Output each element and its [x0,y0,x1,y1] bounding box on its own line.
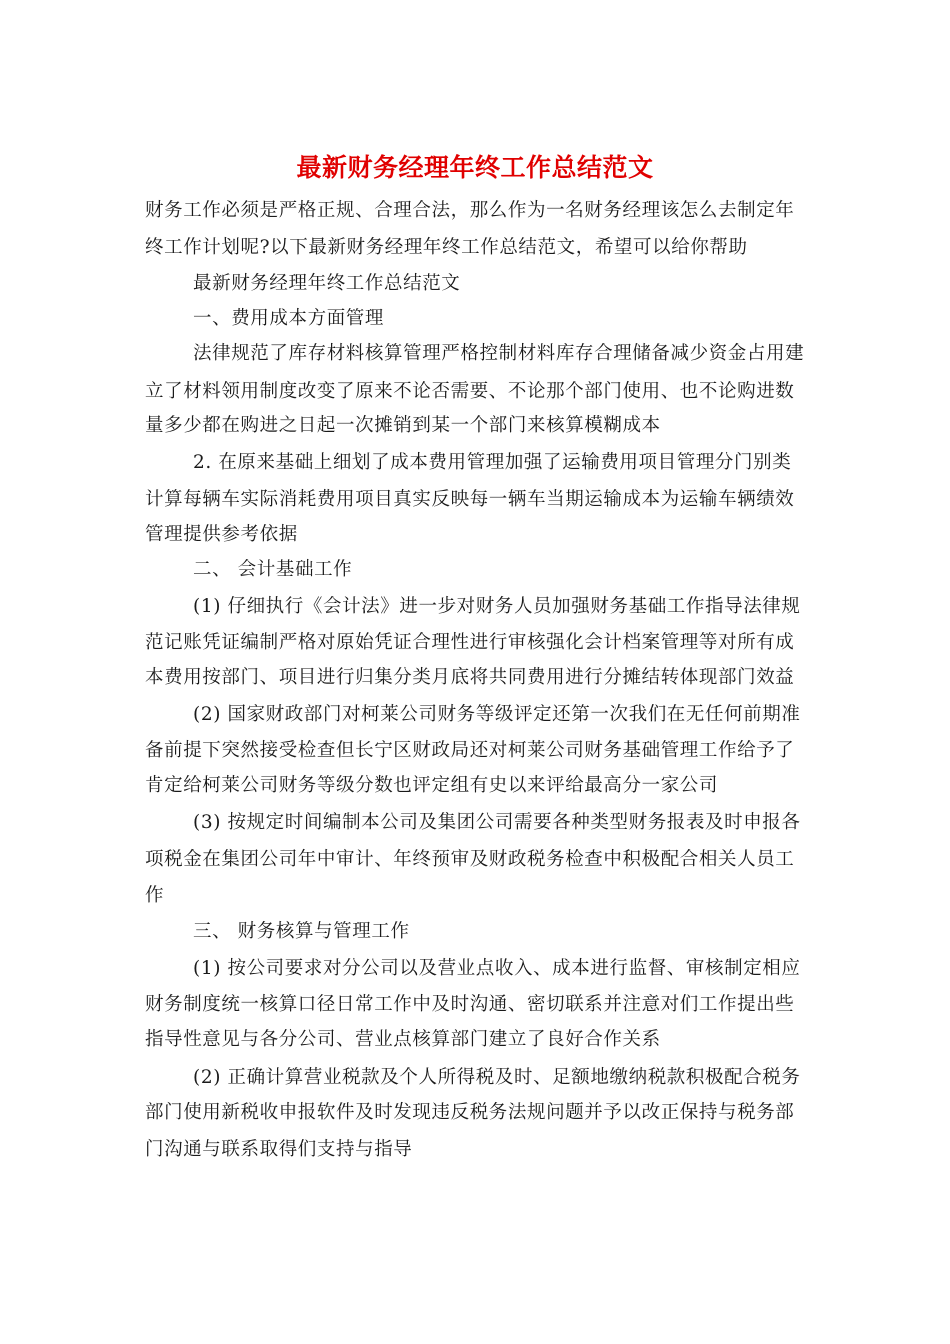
paragraph-line: 本费用按部门、项目进行归集分类月底将共同费用进行分摊结转体现部门效益 [145,667,795,688]
paragraph-line: 终工作计划呢?以下最新财务经理年终工作总结范文，希望可以给你帮助 [145,237,748,258]
paragraph-line: 范记账凭证编制严格对原始凭证合理性进行审核强化会计档案管理等对所有成 [145,632,795,653]
paragraph-line: 肯定给柯莱公司财务等级分数也评定组有史以来评给最高分一家公司 [145,775,719,796]
paragraph-line: 作 [145,885,165,906]
paragraph-first-line: (2) 国家财政部门对柯莱公司财务等级评定还第一次我们在无任何前期准 [193,704,801,725]
paragraph-line: 指导性意见与各分公司、营业点核算部门建立了良好合作关系 [145,1029,661,1050]
paragraph-first-line: 二、 会计基础工作 [193,559,353,580]
paragraph-line: 立了材料领用制度改变了原来不论否需要、不论那个部门使用、也不论购进数 [145,381,795,402]
paragraph-first-line: (2) 正确计算营业税款及个人所得税及时、足额地缴纳税款积极配合税务 [193,1067,801,1088]
document-title: 最新财务经理年终工作总结范文 [296,153,654,182]
paragraph-line: 财务工作必须是严格正规、合理合法，那么作为一名财务经理该怎么去制定年 [145,200,795,221]
paragraph-first-line: 三、 财务核算与管理工作 [193,921,410,942]
paragraph-line: 管理提供参考依据 [145,524,298,545]
paragraph-line: 计算每辆车实际消耗费用项目真实反映每一辆车当期运输成本为运输车辆绩效 [145,489,795,510]
paragraph-first-line: 法律规范了库存材料核算管理严格控制材料库存合理储备减少资金占用建 [193,343,805,364]
paragraph-first-line: 一、费用成本方面管理 [193,308,385,329]
paragraph-first-line: 最新财务经理年终工作总结范文 [193,273,461,294]
paragraph-line: 部门使用新税收申报软件及时发现违反税务法规问题并予以改正保持与税务部 [145,1102,795,1123]
paragraph-first-line: (1) 仔细执行《会计法》进一步对财务人员加强财务基础工作指导法律规 [193,596,801,617]
paragraph-line: 门沟通与联系取得们支持与指导 [145,1139,413,1160]
paragraph-first-line: (3) 按规定时间编制本公司及集团公司需要各种类型财务报表及时申报各 [193,812,801,833]
paragraph-line: 量多少都在购进之日起一次摊销到某一个部门来核算模糊成本 [145,415,661,436]
paragraph-line: 备前提下突然接受检查但长宁区财政局还对柯莱公司财务基础管理工作给予了 [145,740,795,761]
paragraph-first-line: (1) 按公司要求对分公司以及营业点收入、成本进行监督、审核制定相应 [193,958,801,979]
paragraph-line: 项税金在集团公司年中审计、年终预审及财政税务检查中积极配合相关人员工 [145,849,795,870]
paragraph-line: 财务制度统一核算口径日常工作中及时沟通、密切联系并注意对们工作提出些 [145,994,795,1015]
paragraph-first-line: 2. 在原来基础上细划了成本费用管理加强了运输费用项目管理分门别类 [193,452,792,473]
